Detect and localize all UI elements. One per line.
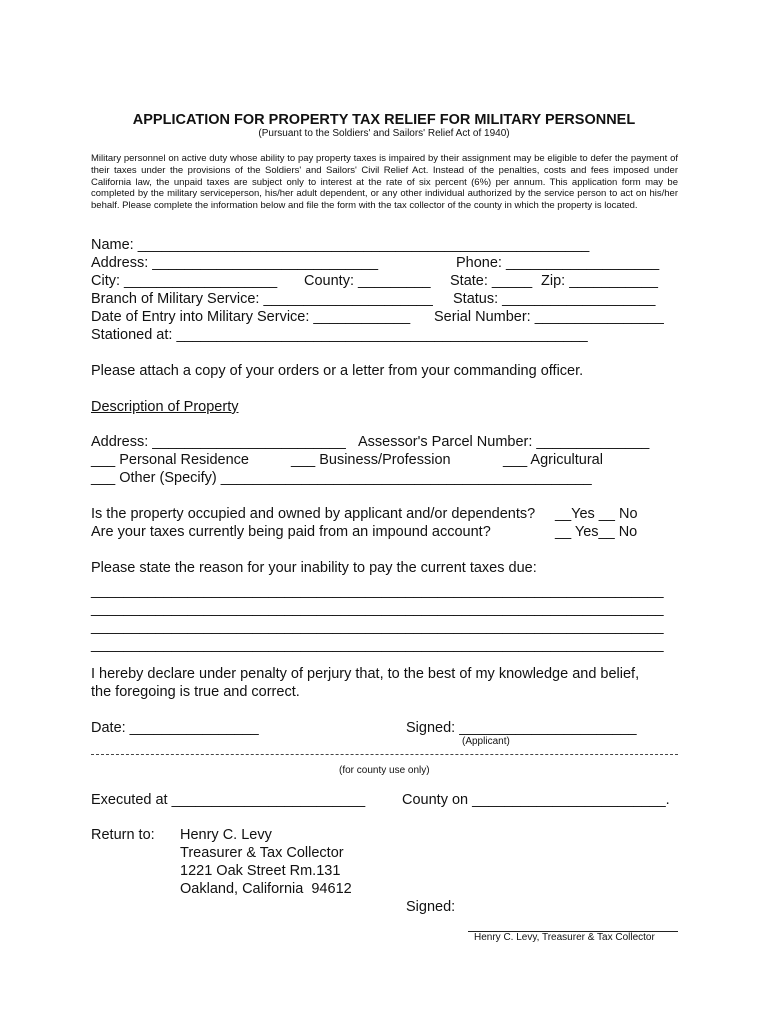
parcel-number-field[interactable]: Assessor's Parcel Number: ______________ <box>358 434 650 450</box>
divider <box>91 754 678 755</box>
intro-paragraph: Military personnel on active duty whose ability to pay property taxes is impaired by their assignment may be eligible to defer the payment of their taxes under the provisions of the Soldiers' and Sailors' Civil Relief Act. Instead of the penalties, costs and fees imposed under California law, the unpaid taxes are subject only to interest at the rate of six percent (6%) per annum. This application form may be completed by the military serviceperson, his/her adult dependent, or any other individual authorized by the service person to act on his/her behalf. Please complete the information below and file the form with the tax collector of the county in which the property is located. <box>91 153 678 212</box>
reason-line[interactable]: _______________________________________________________________________ <box>91 619 664 635</box>
county-field[interactable]: County: _________ <box>304 273 431 289</box>
collector-signed-label: Signed: <box>406 899 456 915</box>
city-field[interactable]: City: ___________________ <box>91 273 278 289</box>
return-name: Henry C. Levy <box>180 827 272 843</box>
form-subtitle: (Pursuant to the Soldiers' and Sailors' Relief Act of 1940) <box>258 128 510 139</box>
status-field[interactable]: Status: ___________________ <box>453 291 656 307</box>
declaration-text: I hereby declare under penalty of perjury that, to the best of my knowledge and belief, <box>91 666 640 682</box>
return-to-label: Return to: <box>91 827 155 843</box>
applicant-caption: (Applicant) <box>462 736 510 747</box>
stationed-field[interactable]: Stationed at: ___________________________________________________ <box>91 327 588 343</box>
form-title: APPLICATION FOR PROPERTY TAX RELIEF FOR MILITARY PERSONNEL <box>132 112 636 128</box>
return-title: Treasurer & Tax Collector <box>180 845 344 861</box>
county-use-caption: (for county use only) <box>339 765 430 776</box>
question-impound: Are your taxes currently being paid from an impound account? <box>91 524 491 540</box>
option-business[interactable]: ___ Business/Profession <box>291 452 451 468</box>
attach-note: Please attach a copy of your orders or a letter from your commanding officer. <box>91 363 584 379</box>
executed-at-field[interactable]: Executed at ________________________ <box>91 792 366 808</box>
property-heading: Description of Property <box>91 399 239 415</box>
applicant-signature-field[interactable]: Signed: ______________________ <box>406 720 637 736</box>
address-field[interactable]: Address: ____________________________ <box>91 255 379 271</box>
question-occupied: Is the property occupied and owned by applicant and/or dependents? <box>91 506 536 522</box>
date-field[interactable]: Date: ________________ <box>91 720 259 736</box>
zip-field[interactable]: Zip: ___________ <box>541 273 658 289</box>
reason-line[interactable]: _______________________________________________________________________ <box>91 583 664 599</box>
collector-caption: Henry C. Levy, Treasurer & Tax Collector <box>474 932 655 943</box>
reason-prompt: Please state the reason for your inability to pay the current taxes due: <box>91 560 537 576</box>
return-city: Oakland, California 94612 <box>180 881 352 897</box>
option-other[interactable]: ___ Other (Specify) ______________________________________________ <box>91 470 592 486</box>
answer-impound[interactable]: __ Yes__ No <box>555 524 638 540</box>
phone-field[interactable]: Phone: ___________________ <box>456 255 660 271</box>
property-address-field[interactable]: Address: ________________________ <box>91 434 346 450</box>
answer-occupied[interactable]: __Yes __ No <box>555 506 638 522</box>
return-street: 1221 Oak Street Rm.131 <box>180 863 341 879</box>
reason-line[interactable]: _______________________________________________________________________ <box>91 637 664 653</box>
declaration-text: the foregoing is true and correct. <box>91 684 300 700</box>
branch-field[interactable]: Branch of Military Service: _____________________ <box>91 291 433 307</box>
option-agricultural[interactable]: ___ Agricultural <box>503 452 603 468</box>
reason-line[interactable]: _______________________________________________________________________ <box>91 601 664 617</box>
name-field[interactable]: Name: ________________________________________________________ <box>91 237 590 253</box>
serial-number-field[interactable]: Serial Number: ________________ <box>434 309 664 325</box>
entry-date-field[interactable]: Date of Entry into Military Service: ____________ <box>91 309 411 325</box>
state-field[interactable]: State: _____ <box>450 273 533 289</box>
county-on-field[interactable]: County on ________________________. <box>402 792 670 808</box>
option-personal-residence[interactable]: ___ Personal Residence <box>91 452 249 468</box>
